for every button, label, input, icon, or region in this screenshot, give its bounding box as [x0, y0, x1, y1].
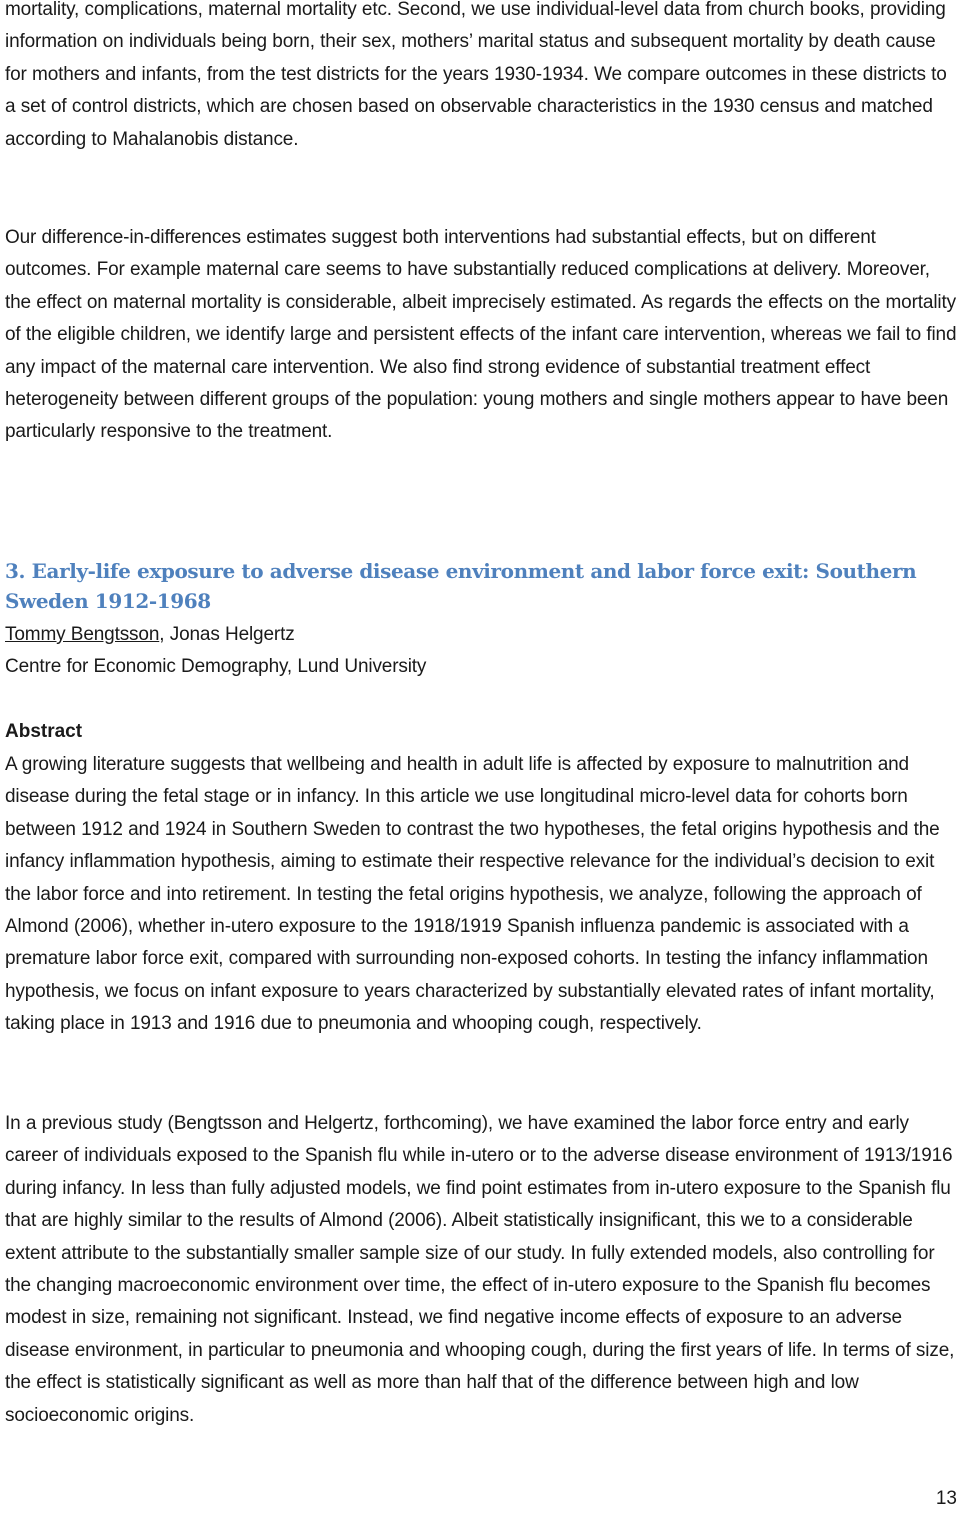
author-primary[interactable]: Tommy Bengtsson [5, 624, 160, 645]
abstract-paragraph-1: A growing literature suggests that wellbeing and health in adult life is affected by exposure to malnutrition and disease during the fetal stage or in infancy. In this article we use longitudinal micro-level data for cohorts born between 1912 and 1924 in Southern Sweden to contrast the two hypotheses, the fetal origins hypothesis and the infancy inflammation hypothesis, aiming to estimate their respective relevance for the individual’s decision to exit the labor force and into retirement. In testing the fetal origins hypothesis, we analyze, following the approach of Almond (2006), whether in-utero exposure to the 1918/1919 Spanish influenza pandemic is associated with a premature labor force exit, compared with surrounding non-exposed cohorts. In testing the infancy inflammation hypothesis, we focus on infant exposure to years characterized by substantially elevated rates of infant mortality, taking place in 1913 and 1916 due to pneumonia and whooping cough, respectively. [5, 754, 940, 1035]
affiliation: Centre for Economic Demography, Lund University [5, 656, 427, 677]
section-title [5, 556, 957, 616]
intro-paragraph: mortality, complications, maternal mortality etc. Second, we use individual‐level data from church books, providing information on individuals being born, their sex, mothers’ marital status and subsequent mortality by death cause for mothers and infants, from the test districts for the years 1930‐1934. We compare outcomes in these districts to a set of control districts, which are chosen based on observable characteristics in the 1930 census and matched according to Mahalanobis distance. [5, 0, 947, 150]
abstract-heading: Abstract [5, 721, 83, 742]
author-line [5, 619, 957, 651]
abstract-paragraph-2: In a previous study (Bengtsson and Helgertz, forthcoming), we have examined the labor force entry and early career of individuals exposed to the Spanish flu while in-utero or to the adverse disease environment of 1913/1916 during infancy. In less than fully adjusted models, we find point estimates from in-utero exposure to the Spanish flu that are highly similar to the results of Almond (2006). Albeit statistically insignificant, this we to a considerable extent attribute to the substantially smaller sample size of our study. In fully extended models, also controlling for the changing macroeconomic environment over time, the effect of in-utero exposure to the Spanish flu becomes modest in size, remaining not significant. Instead, we find negative income effects of exposure to an adverse disease environment, in particular to pneumonia and whooping cough, during the first years of life. In terms of size, the effect is statistically significant as well as more than half that of the difference between high and low socioeconomic origins. [5, 1113, 955, 1426]
author-separator: , [159, 624, 170, 645]
author-secondary: Jonas Helgertz [169, 624, 295, 645]
results-paragraph: Our difference‐in‐differences estimates suggest both interventions had substantial effects, but on different outcomes. For example maternal care seems to have substantially reduced complications at delivery. Moreover, the effect on maternal mortality is considerable, albeit imprecisely estimated. As regards the effects on the mortality of the eligible children, we identify large and persistent effects of the infant care intervention, whereas we fail to find any impact of the maternal care intervention. We also find strong evidence of substantial treatment effect heterogeneity between different groups of the population: young mothers and single mothers appear to have been particularly responsive to the treatment. [5, 227, 957, 443]
page-number: 13 [935, 1488, 957, 1509]
section-title-text: Early-life exposure to adverse disease environment and labor force exit: Southern Sweden 1912-1968 [5, 559, 917, 613]
section-number: 3. [5, 559, 26, 583]
